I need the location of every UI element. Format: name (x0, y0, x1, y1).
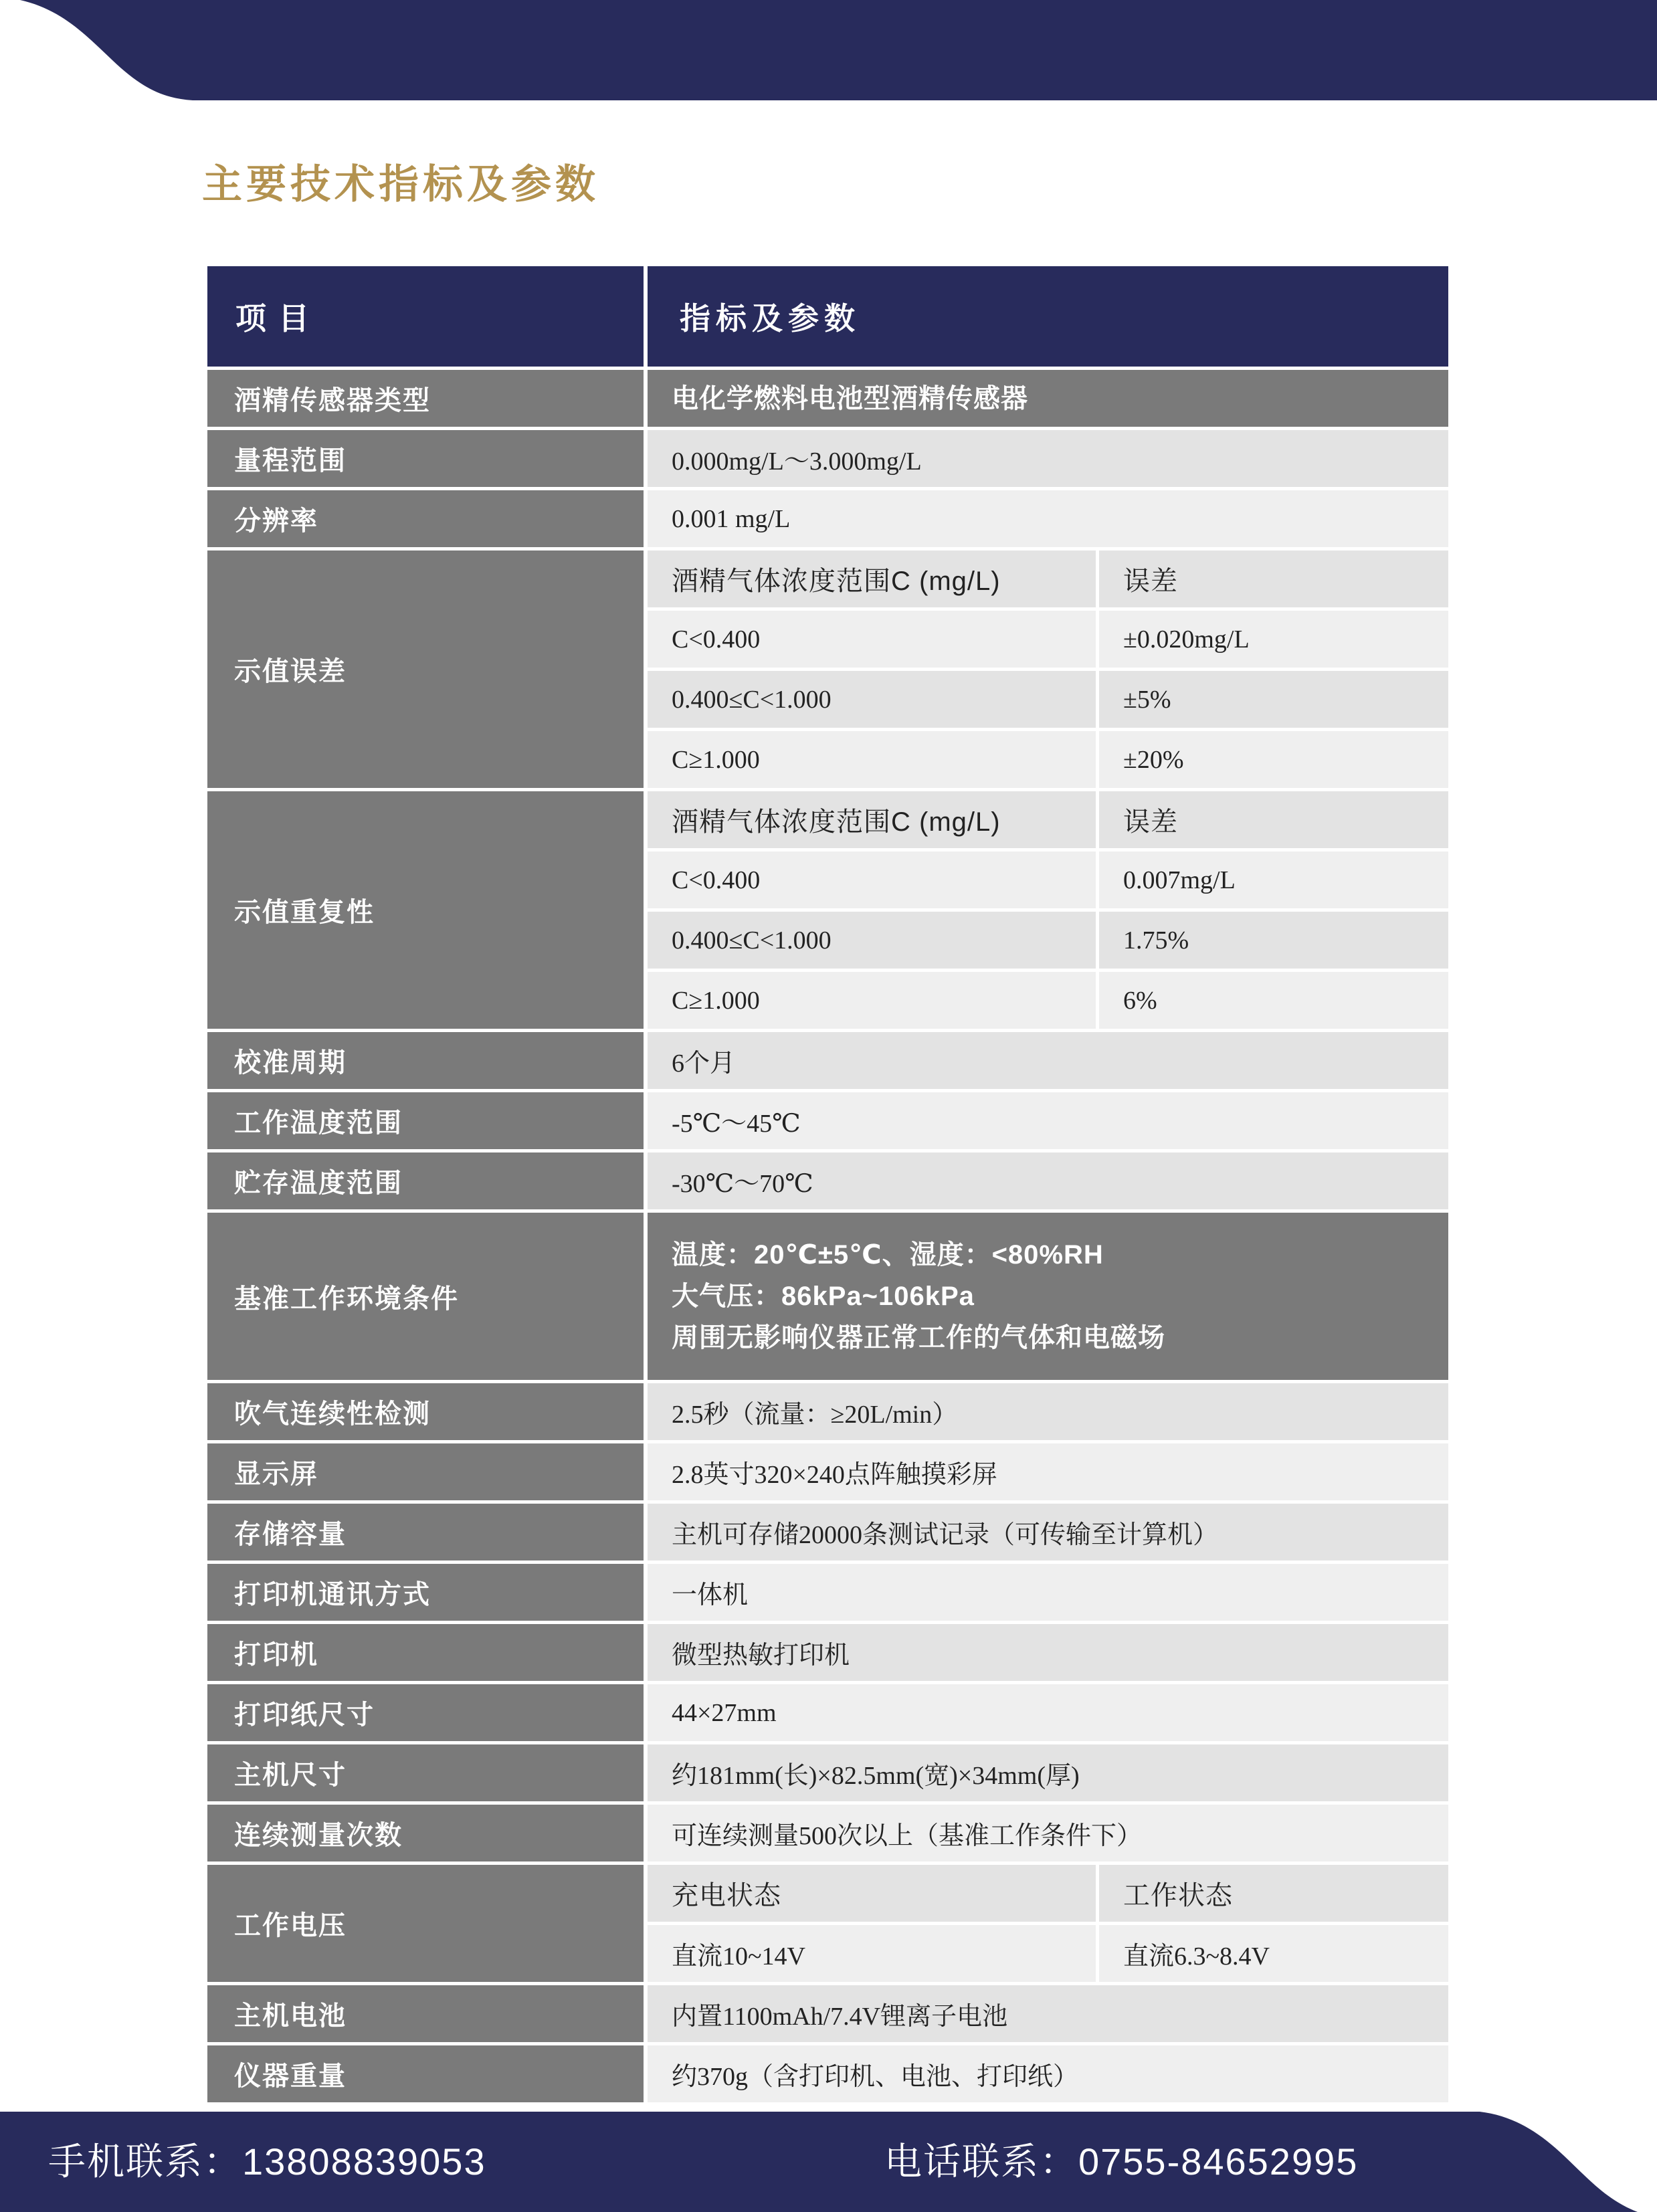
row-label: 仪器重量 (207, 2045, 644, 2102)
table-header-item: 项目 (207, 266, 644, 367)
sub-row (648, 791, 1448, 848)
table-row (207, 1744, 1448, 1801)
row-label: 示值误差 (207, 550, 644, 788)
row-label: 分辨率 (207, 490, 644, 547)
table-row (207, 1032, 1448, 1089)
sub-cell-error: ±5% (1099, 671, 1448, 728)
sub-cell-range: C<0.400 (648, 611, 1096, 668)
sub-cell-error: ±0.020mg/L (1099, 611, 1448, 668)
sub-cell-range: 直流10~14V (648, 1925, 1096, 1982)
table-row (207, 370, 1448, 427)
row-value: 44×27mm (648, 1684, 1448, 1741)
header-band (0, 0, 1657, 100)
sub-cell-error: 直流6.3~8.4V (1099, 1925, 1448, 1982)
table-row (207, 1092, 1448, 1149)
row-label: 连续测量次数 (207, 1805, 644, 1862)
value-line: 大气压：86kPa~106kPa (672, 1282, 975, 1311)
sub-cell-range: C≥1.000 (648, 972, 1096, 1029)
table-row (207, 490, 1448, 547)
row-label: 打印机 (207, 1624, 644, 1681)
row-value: -30℃～70℃ (648, 1152, 1448, 1209)
table-header-row (207, 266, 1448, 367)
row-value: -5℃～45℃ (648, 1092, 1448, 1149)
sub-cell-error: ±20% (1099, 731, 1448, 788)
row-value: 6个月 (648, 1032, 1448, 1089)
row-label: 酒精传感器类型 (207, 370, 644, 427)
footer-mobile-contact: 手机联系：13808839053 (48, 2140, 486, 2183)
sub-row (648, 912, 1448, 969)
row-label: 打印纸尺寸 (207, 1684, 644, 1741)
footer-phone-contact: 电话联系：0755-84652995 (884, 2140, 1359, 2183)
row-value: 2.8英寸320×240点阵触摸彩屏 (648, 1443, 1448, 1500)
sub-row (648, 731, 1448, 788)
sub-row (648, 1865, 1448, 1922)
spec-table (207, 266, 1448, 2106)
row-value: 主机可存储20000条测试记录（可传输至计算机） (648, 1504, 1448, 1561)
sub-row (648, 671, 1448, 728)
header-wave-shape (0, 0, 1657, 100)
table-row (207, 430, 1448, 487)
sub-cell-range: 酒精气体浓度范围C (mg/L) (648, 550, 1096, 607)
table-row (207, 791, 1448, 1029)
table-body (207, 370, 1448, 2102)
sub-row (648, 851, 1448, 908)
sub-row (648, 1925, 1448, 1982)
sub-row (648, 972, 1448, 1029)
sub-cell-range: 酒精气体浓度范围C (mg/L) (648, 791, 1096, 848)
table-row (207, 2045, 1448, 2102)
row-label: 示值重复性 (207, 791, 644, 1029)
table-row (207, 1383, 1448, 1440)
sub-cell-range: 0.400≤C<1.000 (648, 912, 1096, 969)
page-title: 主要技术指标及参数 (202, 162, 599, 207)
table-row (207, 1152, 1448, 1209)
row-value: 约370g（含打印机、电池、打印纸） (648, 2045, 1448, 2102)
value-line: 温度：20℃±5℃、湿度：<80%RH (672, 1240, 1104, 1270)
row-value: 0.000mg/L～3.000mg/L (648, 430, 1448, 487)
sub-cell-error: 误差 (1099, 791, 1448, 848)
sub-table (648, 791, 1448, 1029)
table-row (207, 1504, 1448, 1561)
sub-cell-range: 充电状态 (648, 1865, 1096, 1922)
sub-cell-range: C≥1.000 (648, 731, 1096, 788)
table-row (207, 1985, 1448, 2042)
row-label: 显示屏 (207, 1443, 644, 1500)
row-value: 2.5秒（流量：≥20L/min） (648, 1383, 1448, 1440)
sub-cell-range: C<0.400 (648, 851, 1096, 908)
value-line: 电化学燃料电池型酒精传感器 (672, 383, 1028, 413)
row-label: 存储容量 (207, 1504, 644, 1561)
row-label: 工作电压 (207, 1865, 644, 1982)
table-row (207, 550, 1448, 788)
sub-cell-error: 0.007mg/L (1099, 851, 1448, 908)
row-label: 主机尺寸 (207, 1744, 644, 1801)
sub-table (648, 550, 1448, 788)
table-row (207, 1443, 1448, 1500)
row-label: 校准周期 (207, 1032, 644, 1089)
table-row (207, 1684, 1448, 1741)
sub-cell-range: 0.400≤C<1.000 (648, 671, 1096, 728)
row-value: 约181mm(长)×82.5mm(宽)×34mm(厚) (648, 1744, 1448, 1801)
row-label: 贮存温度范围 (207, 1152, 644, 1209)
row-label: 吹气连续性检测 (207, 1383, 644, 1440)
sub-cell-error: 1.75% (1099, 912, 1448, 969)
table-row (207, 1865, 1448, 1982)
row-value: 可连续测量500次以上（基准工作条件下） (648, 1805, 1448, 1862)
sub-row (648, 611, 1448, 668)
row-value (648, 1213, 1448, 1380)
table-row (207, 1213, 1448, 1380)
value-line: 周围无影响仪器正常工作的气体和电磁场 (672, 1323, 1165, 1352)
sub-cell-error: 误差 (1099, 550, 1448, 607)
footer-band (0, 2112, 1657, 2212)
row-label: 主机电池 (207, 1985, 644, 2042)
table-row (207, 1805, 1448, 1862)
row-label: 量程范围 (207, 430, 644, 487)
table-row (207, 1564, 1448, 1621)
row-label: 工作温度范围 (207, 1092, 644, 1149)
row-label: 打印机通讯方式 (207, 1564, 644, 1621)
row-value: 内置1100mAh/7.4V锂离子电池 (648, 1985, 1448, 2042)
sub-table (648, 1865, 1448, 1982)
row-value (648, 370, 1448, 427)
table-row (207, 1624, 1448, 1681)
row-value: 微型热敏打印机 (648, 1624, 1448, 1681)
row-label: 基准工作环境条件 (207, 1213, 644, 1380)
sub-cell-error: 工作状态 (1099, 1865, 1448, 1922)
sub-row (648, 550, 1448, 607)
table-header-params: 指标及参数 (648, 266, 1448, 367)
row-value: 0.001 mg/L (648, 490, 1448, 547)
row-value: 一体机 (648, 1564, 1448, 1621)
sub-cell-error: 6% (1099, 972, 1448, 1029)
